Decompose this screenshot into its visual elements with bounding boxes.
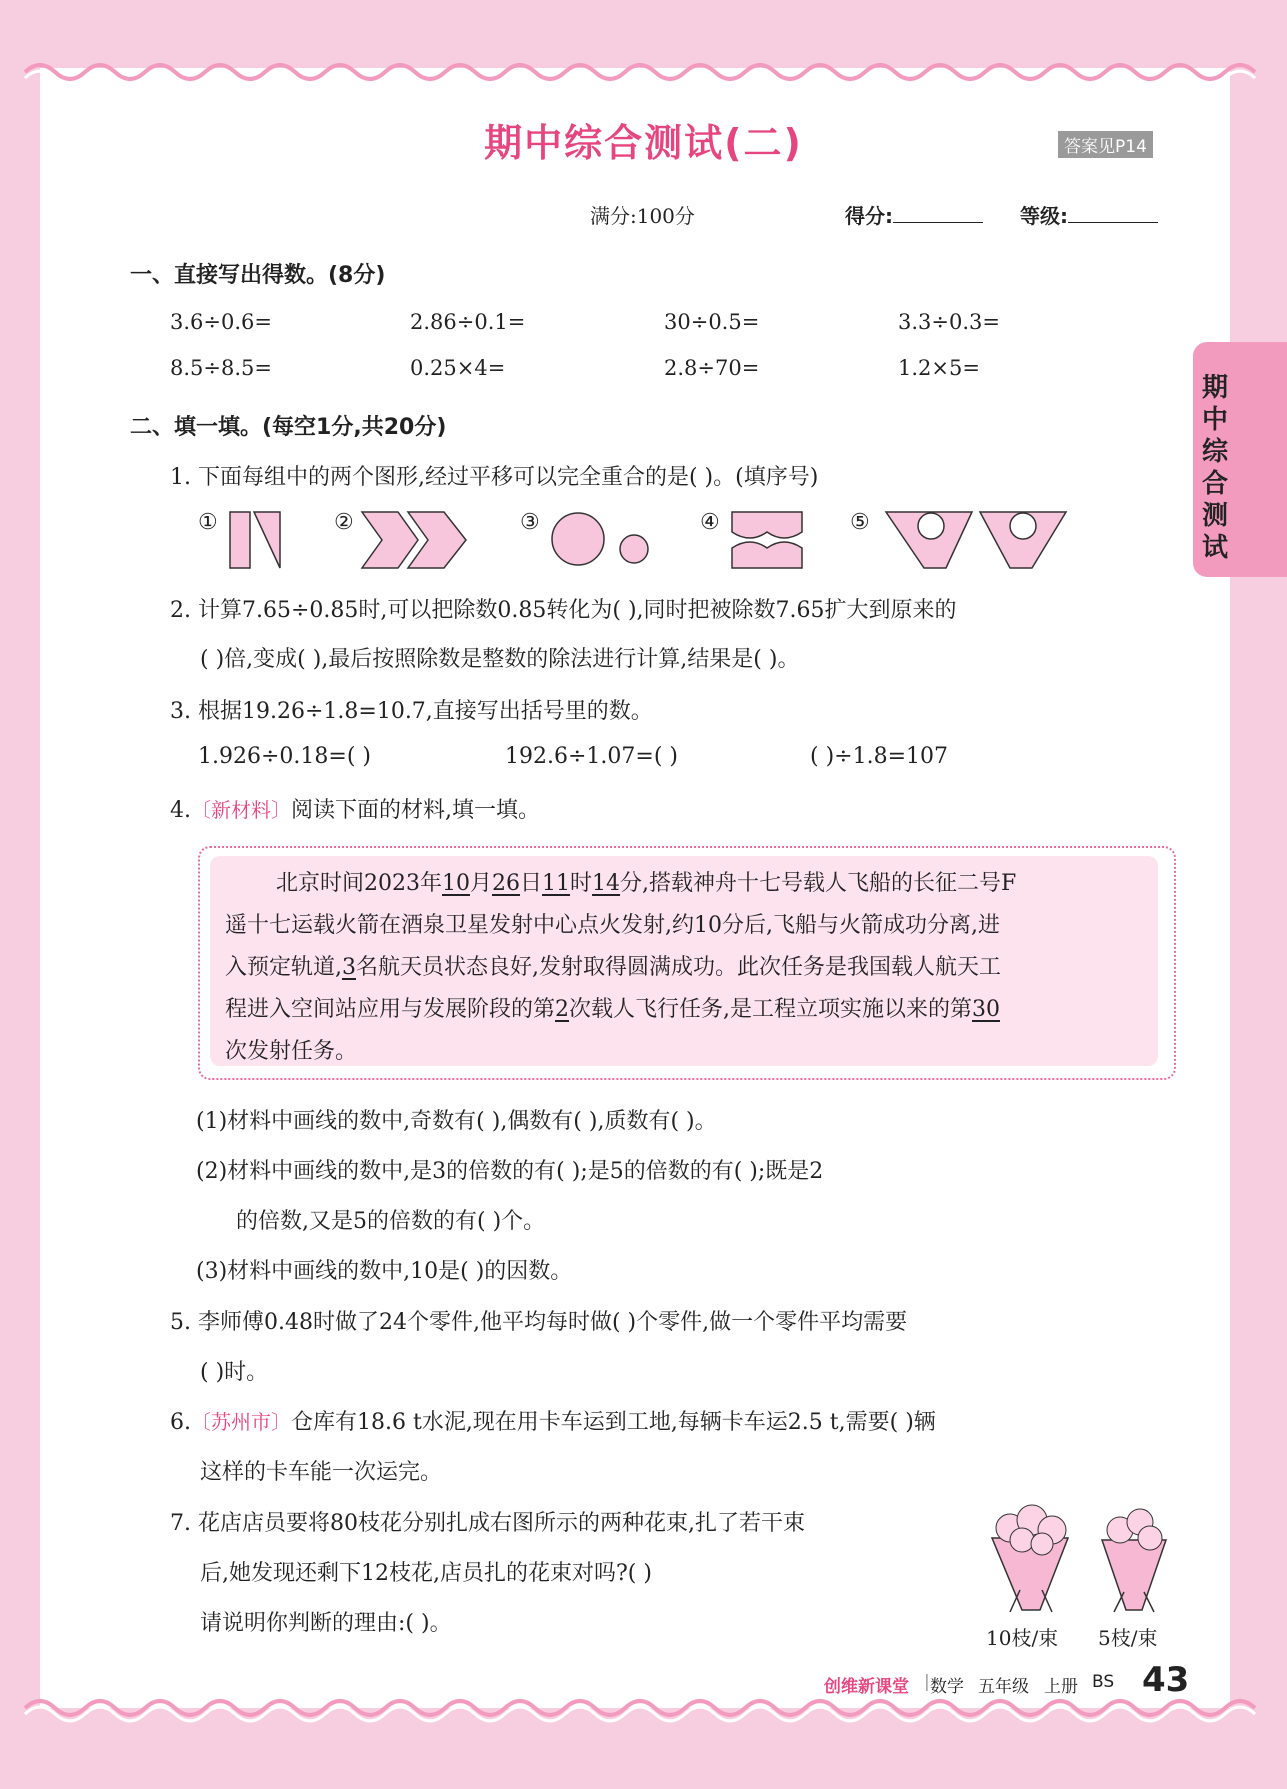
full-score-label: 满分:100分 <box>590 204 695 228</box>
question-4-sub1: (1)材料中画线的数中,奇数有( ),偶数有( ),质数有( )。 <box>196 1109 717 1134</box>
grade-blank[interactable] <box>1068 222 1158 223</box>
score-label: 得分: <box>845 204 893 228</box>
page-title: 期中综合测试(二) <box>484 121 803 165</box>
footer-edition: BS <box>1092 1672 1115 1692</box>
bottom-wavy-border <box>0 1690 1287 1730</box>
side-tab-label: 期中综合测试 <box>1201 373 1228 563</box>
bouquet-10-image <box>980 1500 1080 1620</box>
suzhou-tag: 〔苏州市〕 <box>191 1410 291 1434</box>
question-6-text: 仓库有18.6 t水泥,现在用卡车运到工地,每辆卡车运2.5 t,需要( )辆 <box>291 1410 936 1435</box>
shape-label-1: ① <box>198 510 218 535</box>
question-3-c: ( )÷1.8=107 <box>810 744 949 769</box>
underlined-number: 30 <box>972 997 1001 1022</box>
question-4-sub2-line2: 的倍数,又是5的倍数的有( )个。 <box>236 1209 546 1234</box>
question-5-line2: ( )时。 <box>200 1360 269 1385</box>
underlined-number: 2 <box>555 997 570 1022</box>
material-text: 日 <box>520 871 543 896</box>
top-wavy-border <box>0 50 1287 90</box>
footer-subject: 数学 <box>930 1677 964 1697</box>
material-text: 入预定轨道, <box>225 955 342 980</box>
shape-label-2: ② <box>334 510 354 535</box>
new-material-tag: 〔新材料〕 <box>191 798 291 822</box>
material-line-1 <box>276 866 1016 897</box>
footer-brand: 创维新课堂 <box>824 1677 909 1697</box>
question-7-line1: 7. 花店店员要将80枝花分别扎成右图所示的两种花束,扎了若干束 <box>170 1511 805 1536</box>
question-3-line1: 3. 根据19.26÷1.8=10.7,直接写出括号里的数。 <box>170 699 653 724</box>
question-7-line2: 后,她发现还剩下12枝花,店员扎的花束对吗?( ) <box>200 1561 652 1586</box>
calc-item: 0.25×4= <box>410 356 506 380</box>
underlined-number: 26 <box>492 871 521 896</box>
underlined-number: 10 <box>442 871 470 896</box>
question-7-line3: 请说明你判断的理由:( )。 <box>200 1611 452 1636</box>
calc-item: 30÷0.5= <box>664 310 760 334</box>
question-4-text: 阅读下面的材料,填一填。 <box>291 798 540 823</box>
shape-group-4 <box>730 510 806 570</box>
calc-item: 3.6÷0.6= <box>170 310 272 334</box>
material-text: 名航天员状态良好,发射取得圆满成功。此次任务是我国载人航天工 <box>356 955 1001 980</box>
material-line-4 <box>225 992 1000 1023</box>
question-3-b: 192.6÷1.07=( ) <box>505 744 678 769</box>
underlined-number: 11 <box>542 871 571 896</box>
calc-item: 2.86÷0.1= <box>410 310 526 334</box>
question-6-line1 <box>170 1405 936 1436</box>
bouquet-5-image <box>1094 1500 1174 1620</box>
question-4-line <box>170 793 540 824</box>
footer-term: 上册 <box>1044 1677 1078 1697</box>
shape-label-4: ④ <box>700 510 720 535</box>
footer-separator: | <box>924 1672 930 1692</box>
material-text: 程进入空间站应用与发展阶段的第 <box>225 997 556 1022</box>
material-text: 北京时间2023年 <box>276 871 442 896</box>
shape-group-2 <box>360 510 470 570</box>
question-4-sub2-line1: (2)材料中画线的数中,是3的倍数的有( );是5的倍数的有( );既是2 <box>196 1159 824 1184</box>
shape-group-1 <box>228 510 288 570</box>
section2-heading: 二、填一填。(每空1分,共20分) <box>130 415 447 440</box>
question-6-number: 6. <box>170 1410 191 1435</box>
score-field[interactable] <box>845 200 983 229</box>
question-4-number: 4. <box>170 798 191 823</box>
calc-item: 8.5÷8.5= <box>170 356 272 380</box>
calc-item: 2.8÷70= <box>664 356 760 380</box>
bouquet-5-caption: 5枝/束 <box>1098 1626 1158 1650</box>
material-text: 月 <box>470 871 493 896</box>
underlined-number: 14 <box>592 871 621 896</box>
material-text: 时 <box>570 871 593 896</box>
answer-reference-badge: 答案见P14 <box>1058 131 1153 158</box>
question-6-line2: 这样的卡车能一次运完。 <box>200 1460 443 1485</box>
question-4-sub3: (3)材料中画线的数中,10是( )的因数。 <box>196 1259 573 1284</box>
calc-item: 1.2×5= <box>898 356 980 380</box>
material-line-5: 次发射任务。 <box>225 1039 358 1064</box>
question-3-a: 1.926÷0.18=( ) <box>198 744 371 769</box>
question-2-line1: 2. 计算7.65÷0.85时,可以把除数0.85转化为( ),同时把被除数7.65扩大到原来的 <box>170 598 957 623</box>
shape-label-5: ⑤ <box>850 510 870 535</box>
material-line-2: 遥十七运载火箭在酒泉卫星发射中心点火发射,约10分后,飞船与火箭成功分离,进 <box>225 913 1000 938</box>
underlined-number: 3 <box>342 955 356 980</box>
shape-group-5 <box>884 508 1070 572</box>
calc-item: 3.3÷0.3= <box>898 310 1000 334</box>
bouquet-10-caption: 10枝/束 <box>986 1626 1059 1650</box>
material-line-3 <box>225 950 1001 981</box>
footer-grade: 五年级 <box>978 1677 1029 1697</box>
section1-heading: 一、直接写出得数。(8分) <box>130 263 386 288</box>
score-blank[interactable] <box>893 222 983 223</box>
shape-label-3: ③ <box>520 510 540 535</box>
grade-field[interactable] <box>1020 200 1158 229</box>
shape-group-3 <box>550 508 650 572</box>
question-5-line1: 5. 李师傅0.48时做了24个零件,他平均每时做( )个零件,做一个零件平均需要 <box>170 1310 908 1335</box>
page-number: 43 <box>1142 1660 1190 1700</box>
question-2-line2: ( )倍,变成( ),最后按照除数是整数的除法进行计算,结果是( )。 <box>200 647 800 672</box>
material-text: 次载人飞行任务,是工程立项实施以来的第 <box>569 997 973 1022</box>
material-text: 分,搭载神舟十七号载人飞船的长征二号F <box>620 871 1017 896</box>
question-1: 1. 下面每组中的两个图形,经过平移可以完全重合的是( )。(填序号) <box>170 465 819 490</box>
grade-label: 等级: <box>1020 204 1068 228</box>
